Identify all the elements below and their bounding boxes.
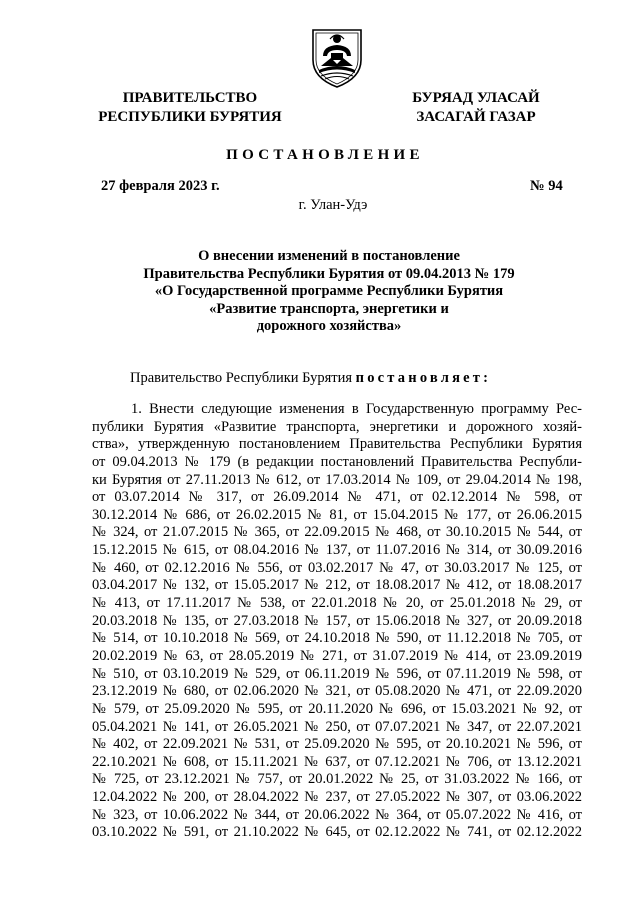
body-line: ства», утвержденную постановлением Правительства Республики Бурятия <box>92 436 582 453</box>
body-line: 03.04.2017 № 132, от 15.05.2017 № 212, от 18.08.2017 № 412, от 18.08.2017 <box>92 577 582 594</box>
title-line: дорожного хозяйства» <box>256 318 402 335</box>
body-paragraph <box>92 401 582 842</box>
body-line: 22.10.2021 № 608, от 15.11.2021 № 637, от 07.12.2021 № 706, от 13.12.2021 <box>92 753 582 770</box>
body-line: 30.12.2014 № 686, от 26.02.2015 № 81, от 15.04.2015 № 177, от 26.06.2015 <box>92 506 582 523</box>
decree-verb: постановляет: <box>355 370 492 386</box>
issuer-buryat-line-1: БУРЯАД УЛАСАЙ <box>412 90 540 106</box>
coat-of-arms-emblem-icon <box>309 26 365 90</box>
body-line: № 413, от 17.11.2017 № 538, от 22.01.2018 № 20, от 25.01.2018 № 29, от <box>92 595 582 612</box>
document-number: № 94 <box>530 178 563 194</box>
body-line: № 402, от 22.09.2021 № 531, от 25.09.2020 № 595, от 20.10.2021 № 596, от <box>92 736 582 753</box>
body-line: № 324, от 21.07.2015 № 365, от 22.09.2015 № 468, от 30.10.2015 № 544, от <box>92 524 582 541</box>
body-line: 20.03.2018 № 135, от 27.03.2018 № 157, от 15.06.2018 № 327, от 20.09.2018 <box>92 612 582 629</box>
issuer-buryat-line-2: ЗАСАГАЙ ГАЗАР <box>416 109 536 125</box>
body-line: № 579, от 25.09.2020 № 595, от 20.11.2020 № 696, от 15.03.2021 № 92, от <box>92 700 582 717</box>
issuer-line-2: РЕСПУБЛИКИ БУРЯТИЯ <box>98 109 282 125</box>
body-line: № 514, от 10.10.2018 № 569, от 24.10.2018 № 590, от 11.12.2018 № 705, от <box>92 630 582 647</box>
body-line: публики Бурятия «Развитие транспорта, энергетики и дорожного хозяй- <box>92 418 582 435</box>
body-line: 20.02.2019 № 63, от 28.05.2019 № 271, от 31.07.2019 № 414, от 23.09.2019 <box>92 647 582 664</box>
body-line: 1. Внести следующие изменения в Государственную программу Рес- <box>131 401 582 417</box>
decree-subject: Правительство Республики Бурятия <box>130 370 353 386</box>
body-line: № 510, от 03.10.2019 № 529, от 06.11.2019 № 596, от 07.11.2019 № 598, от <box>92 665 582 682</box>
body-line: 12.04.2022 № 200, от 28.04.2022 № 237, от 27.05.2022 № 307, от 03.06.2022 <box>92 789 582 806</box>
body-line: от 09.04.2013 № 179 (в редакции постановлений Правительства Республи- <box>92 453 582 470</box>
title-line: «Развитие транспорта, энергетики и <box>209 300 449 317</box>
issuer-line-1: ПРАВИТЕЛЬСТВО <box>122 90 258 106</box>
body-line: ки Бурятия от 27.11.2013 № 612, от 17.03.2014 № 109, от 29.04.2014 № 198, <box>92 471 582 488</box>
body-line: 23.12.2019 № 680, от 02.06.2020 № 321, от 05.08.2020 № 471, от 22.09.2020 <box>92 683 582 700</box>
title-line: О внесении изменений в постановление <box>198 248 460 264</box>
document-title <box>0 248 640 336</box>
document-type-heading: ПОСТАНОВЛЕНИЕ <box>226 147 424 163</box>
document-city: г. Улан-Удэ <box>298 197 368 213</box>
body-line: от 03.07.2014 № 317, от 26.09.2014 № 471, от 02.12.2014 № 598, от <box>92 489 582 506</box>
body-line: № 460, от 02.12.2016 № 556, от 03.02.2017 № 47, от 30.03.2017 № 125, от <box>92 559 582 576</box>
issuer-name-russian <box>90 89 290 127</box>
body-line: 15.12.2015 № 615, от 08.04.2016 № 137, от 11.07.2016 № 314, от 30.09.2016 <box>92 542 582 559</box>
body-line: 03.10.2022 № 591, от 21.10.2022 № 645, от 02.12.2022 № 741, от 02.12.2022 <box>92 824 582 841</box>
decree-statement <box>130 370 491 387</box>
body-line: 05.04.2021 № 141, от 26.05.2021 № 250, от 07.07.2021 № 347, от 22.07.2021 <box>92 718 582 735</box>
document-date: 27 февраля 2023 г. <box>101 178 220 194</box>
title-line: «О Государственной программе Республики Бурятия <box>154 283 504 300</box>
issuer-name-buryat <box>386 89 566 127</box>
body-line: № 725, от 23.12.2021 № 757, от 20.01.2022 № 25, от 31.03.2022 № 166, от <box>92 771 582 788</box>
body-line: № 323, от 10.06.2022 № 344, от 20.06.2022 № 364, от 05.07.2022 № 416, от <box>92 806 582 823</box>
title-line: Правительства Республики Бурятия от 09.04.2013 № 179 <box>143 265 515 282</box>
